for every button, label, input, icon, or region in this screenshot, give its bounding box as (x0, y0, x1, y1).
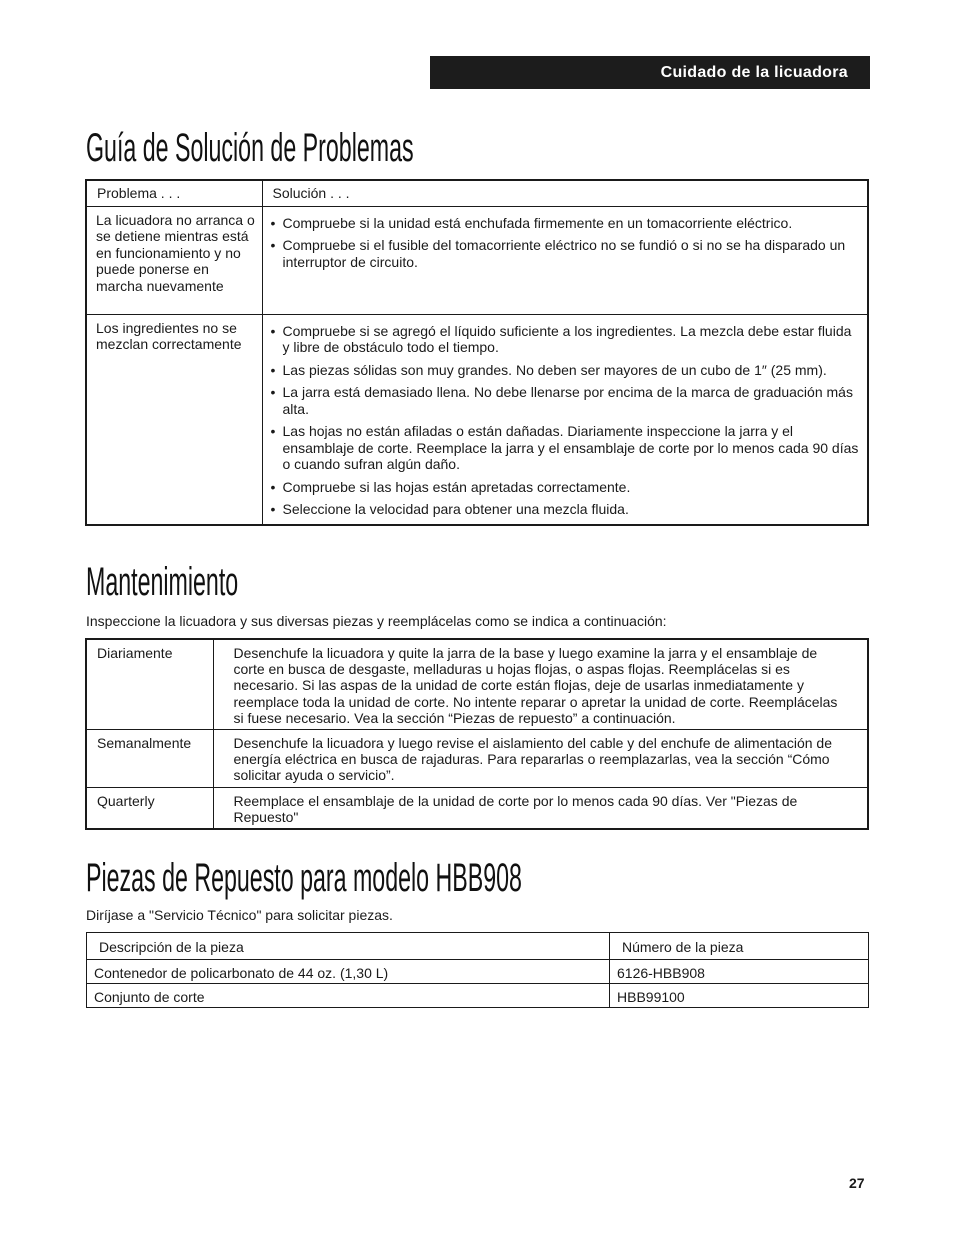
solution-cell (262, 206, 868, 314)
frequency-cell: Semanalmente (86, 730, 213, 788)
description-cell: Desenchufe la licuadora y quite la jarra de la base y luego examine la jarra y el ensamblaje de corte en busca de desgaste, melladuras u hojas flojas, o aspas flojas. Reemplácelas si es necesario. Si las aspas de la unidad de corte están flojas, deje de usarlas inmediatamente y reemplace toda la unidad de corte. No intente reparar o apretar la unidad de corte. Reemplácelas si fuese necesario. Vea la sección “Piezas de repuesto” a continuación. (213, 639, 868, 730)
table-row (86, 206, 868, 314)
list-item: • Compruebe si se agregó el líquido suficiente a los ingredientes. La mezcla debe estar fluida y libre de obstáculo todo el tiempo. (269, 323, 862, 356)
section-header-bar (430, 56, 870, 89)
column-header-number: Número de la pieza (610, 933, 869, 960)
list-item: • Compruebe si las hojas están apretadas correctamente. (269, 479, 862, 496)
section-header-label: Cuidado de la licuadora (660, 63, 848, 81)
table-row (87, 960, 869, 984)
table-row (86, 639, 868, 730)
list-item: • Compruebe si la unidad está enchufada firmemente en un tomacorriente eléctrico. (269, 215, 862, 232)
part-description-cell: Conjunto de corte (87, 984, 610, 1008)
page-number: 27 (849, 1175, 865, 1191)
maintenance-table (85, 638, 869, 830)
list-item: • Seleccione la velocidad para obtener una mezcla fluida. (269, 501, 862, 518)
description-cell: Desenchufe la licuadora y luego revise el aislamiento del cable y del enchufe de alimentación de energía eléctrica en busca de rajaduras. Para repararlas o reemplazarlas, vea la sección “Cómo solicitar ayuda o servicio”. (213, 730, 868, 788)
part-number-cell: 6126-HBB908 (610, 960, 869, 984)
solution-list (269, 323, 862, 518)
parts-title: Piezas de Repuesto para modelo HBB908 (86, 856, 522, 900)
table-row (87, 984, 869, 1008)
table-row (86, 730, 868, 788)
part-number-cell: HBB99100 (610, 984, 869, 1008)
list-item: • Las piezas sólidas son muy grandes. No deben ser mayores de un cubo de 1″ (25 mm). (269, 362, 862, 379)
parts-intro: Diríjase a "Servicio Técnico" para solicitar piezas. (86, 907, 393, 923)
table-header-row (86, 180, 868, 206)
troubleshooting-title: Guía de Solución de Problemas (86, 126, 414, 170)
solution-list (269, 215, 862, 271)
problem-cell: La licuadora no arranca o se detiene mientras está en funcionamiento y no puede ponerse en marcha nuevamente (86, 206, 262, 314)
troubleshooting-table (85, 179, 869, 526)
table-header-row (87, 933, 869, 960)
maintenance-title: Mantenimiento (86, 560, 239, 604)
parts-table (86, 932, 869, 1008)
table-row (86, 314, 868, 525)
part-description-cell: Contenedor de policarbonato de 44 oz. (1,30 L) (87, 960, 610, 984)
maintenance-intro: Inspeccione la licuadora y sus diversas piezas y reemplácelas como se indica a continuación: (86, 613, 667, 629)
column-header-description: Descripción de la pieza (87, 933, 610, 960)
frequency-cell: Quarterly (86, 787, 213, 829)
column-header-solution: Solución . . . (262, 180, 868, 206)
solution-cell (262, 314, 868, 525)
column-header-problem: Problema . . . (86, 180, 262, 206)
table-row (86, 787, 868, 829)
list-item: • Compruebe si el fusible del tomacorriente eléctrico no se fundió o si no se ha disparado un interruptor de circuito. (269, 237, 862, 270)
problem-cell: Los ingredientes no se mezclan correctamente (86, 314, 262, 525)
list-item: • Las hojas no están afiladas o están dañadas. Diariamente inspeccione la jarra y el ensamblaje de corte. Reemplace la jarra y el ensamblaje de corte por lo menos cada 90 días o cuando sufran algún daño. (269, 423, 862, 473)
description-cell: Reemplace el ensamblaje de la unidad de corte por lo menos cada 90 días. Ver "Piezas de Repuesto" (213, 787, 868, 829)
frequency-cell: Diariamente (86, 639, 213, 730)
list-item: • La jarra está demasiado llena. No debe llenarse por encima de la marca de graduación más alta. (269, 384, 862, 417)
